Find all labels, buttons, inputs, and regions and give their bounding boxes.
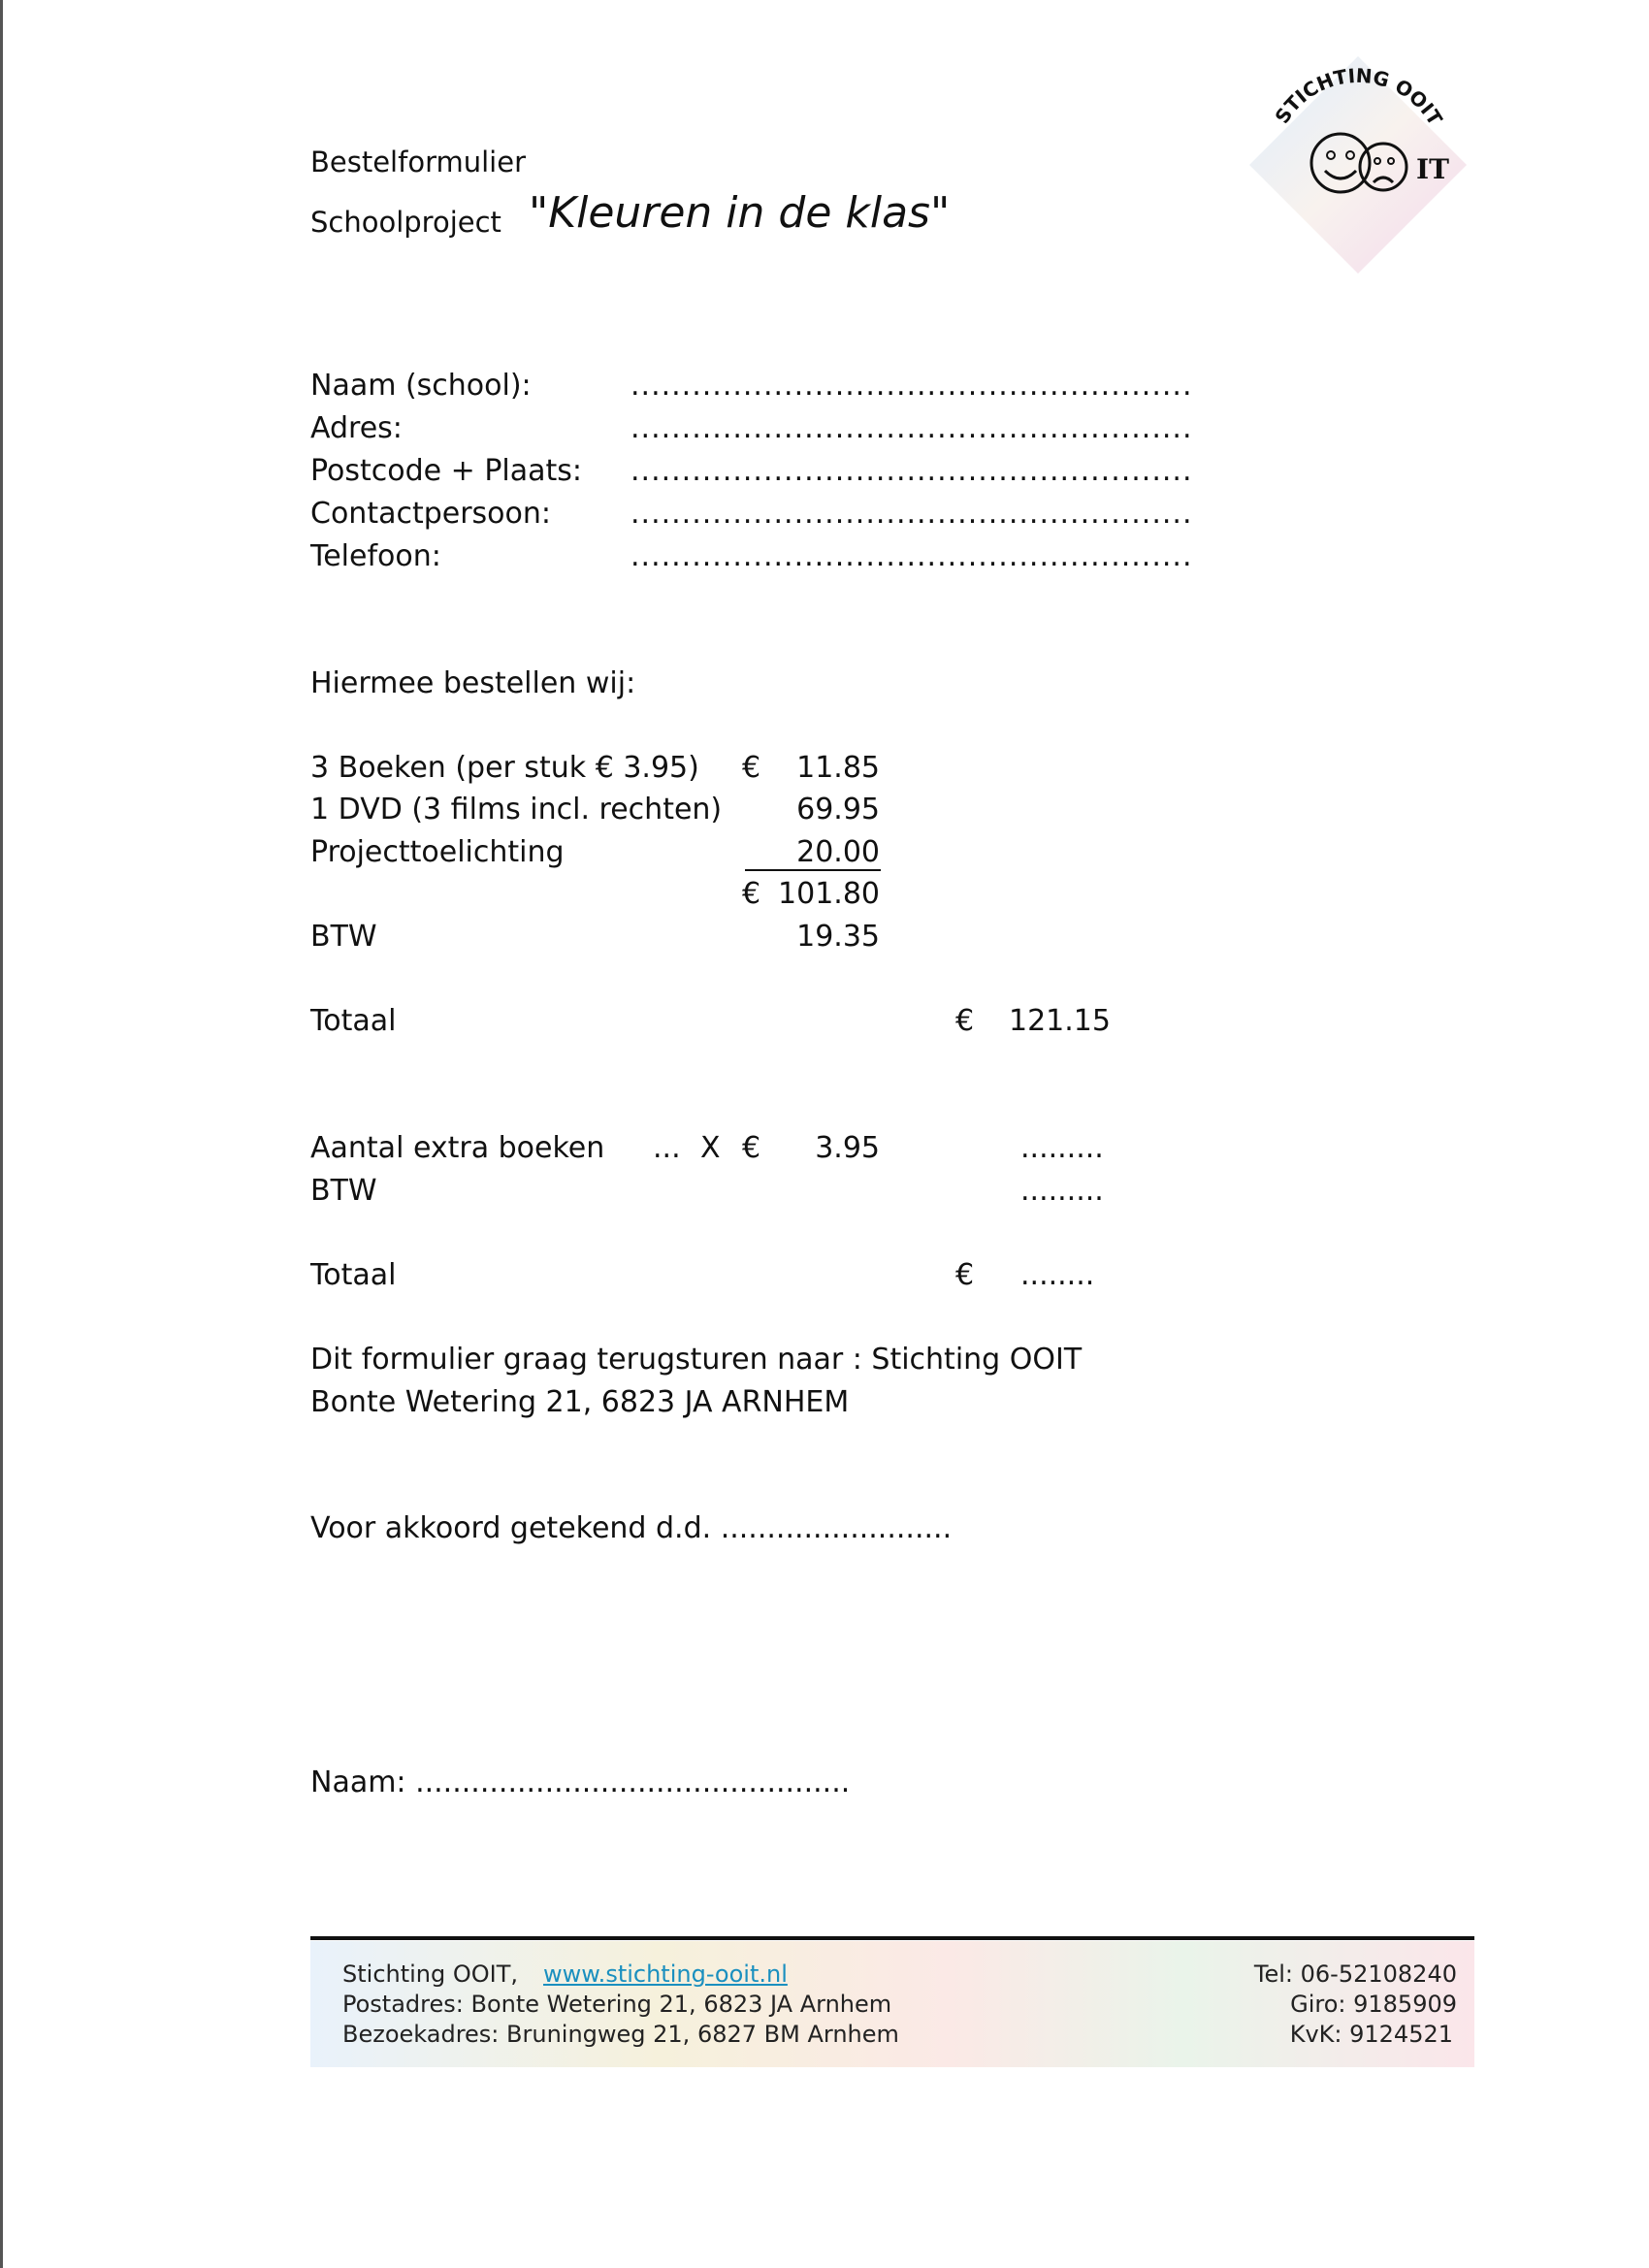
- order-line-label: Projecttoelichting: [310, 835, 565, 869]
- naam-signature-line: Naam: ...............................................: [310, 1766, 851, 1799]
- btw-label: BTW: [310, 920, 377, 954]
- subtotal-currency: €: [742, 877, 761, 911]
- ooit-logo: [1242, 49, 1474, 281]
- subtotal-rule: [745, 869, 881, 871]
- order-line-label: 1 DVD (3 films incl. rechten): [310, 793, 723, 826]
- extra-btw-label: BTW: [310, 1174, 377, 1208]
- order-line-label: 3 Boeken (per stuk € 3.95): [310, 751, 699, 785]
- form-title: Bestelformulier: [310, 146, 526, 178]
- footer-giro: Giro: 9185909: [1290, 1991, 1457, 2018]
- return-address: Bonte Wetering 21, 6823 JA ARNHEM: [310, 1385, 850, 1419]
- footer-org: Stichting OOIT,: [342, 1960, 519, 1988]
- footer-tel: Tel: 06-52108240: [1253, 1960, 1457, 1988]
- total-label: Totaal: [310, 1004, 397, 1038]
- footer-website-link[interactable]: www.stichting-ooit.nl: [543, 1960, 788, 1988]
- footer-kvk: KvK: 9124521: [1289, 2021, 1453, 2048]
- svg-text:IT: IT: [1416, 153, 1449, 185]
- svg-text:STICHTING OOIT: STICHTING OOIT: [1270, 63, 1447, 130]
- order-line-amount: 69.95: [796, 793, 880, 826]
- extra-books-qty-dots: ...: [653, 1131, 681, 1165]
- extra-total-currency: €: [955, 1258, 975, 1292]
- extra-btw-dots: .........: [1020, 1174, 1104, 1208]
- order-line-amount: 11.85: [796, 751, 880, 785]
- order-line-currency: €: [742, 751, 761, 785]
- field-dots-contactpersoon: .......................................................: [630, 497, 1193, 531]
- footer-bezoekadres: Bezoekadres: Bruningweg 21, 6827 BM Arnhem: [342, 2021, 899, 2048]
- extra-books-currency: €: [742, 1131, 761, 1165]
- total-amount: 121.15: [1009, 1004, 1111, 1038]
- field-dots-postcode: .......................................................: [630, 454, 1193, 488]
- return-instruction: Dit formulier graag terugsturen naar : Stichting OOIT: [310, 1343, 1083, 1377]
- extra-total-label: Totaal: [310, 1258, 397, 1292]
- field-dots-adres: .......................................................: [630, 411, 1193, 445]
- order-intro: Hiermee bestellen wij:: [310, 666, 636, 700]
- subtotal-amount: 101.80: [778, 877, 880, 911]
- extra-books-times: X: [700, 1131, 721, 1165]
- field-label-adres: Adres:: [310, 411, 403, 445]
- field-label-naam-school: Naam (school):: [310, 369, 532, 403]
- order-line-amount: 20.00: [796, 835, 880, 869]
- extra-books-amount-dots: .........: [1020, 1131, 1104, 1165]
- btw-amount: 19.35: [796, 920, 880, 954]
- extra-total-dots: ........: [1020, 1258, 1095, 1292]
- footer-postadres: Postadres: Bonte Wetering 21, 6823 JA Arnhem: [342, 1991, 892, 2018]
- footer-rule: [310, 1936, 1474, 1940]
- extra-books-price: 3.95: [815, 1131, 880, 1165]
- field-dots-naam-school: .......................................................: [630, 369, 1193, 403]
- scan-edge: [0, 0, 3, 2268]
- field-label-telefoon: Telefoon:: [310, 539, 441, 573]
- field-label-postcode: Postcode + Plaats:: [310, 454, 583, 488]
- total-currency: €: [955, 1004, 975, 1038]
- extra-books-label: Aantal extra boeken: [310, 1131, 605, 1165]
- project-name: "Kleuren in de klas": [529, 188, 951, 238]
- field-dots-telefoon: .......................................................: [630, 539, 1193, 573]
- akkoord-line: Voor akkoord getekend d.d. .........................: [310, 1511, 953, 1545]
- project-label: Schoolproject: [310, 206, 501, 239]
- field-label-contactpersoon: Contactpersoon:: [310, 497, 552, 531]
